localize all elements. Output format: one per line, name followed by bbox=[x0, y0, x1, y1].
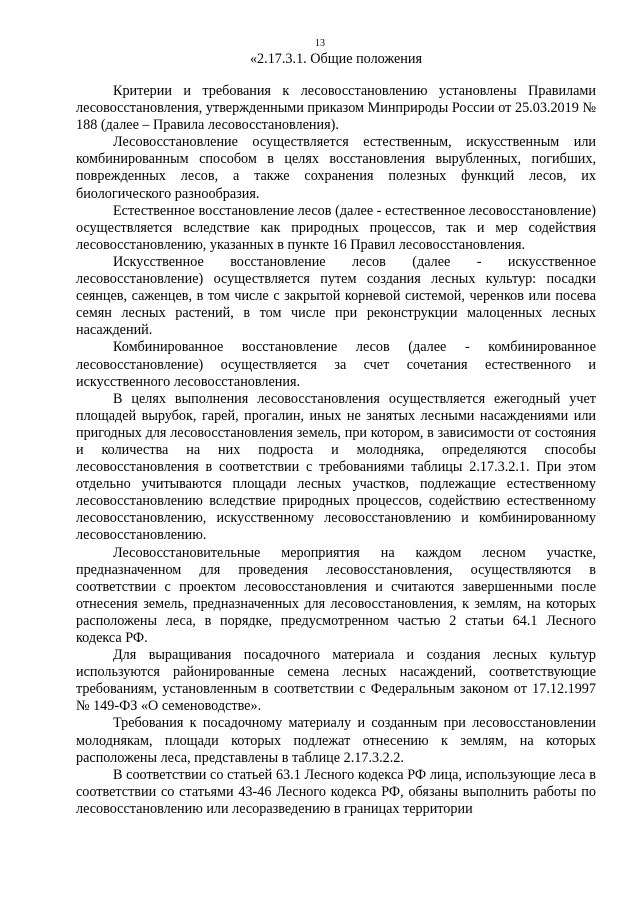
page-number: 13 bbox=[315, 38, 325, 49]
paragraph: Лесовосстановление осуществляется естественным, искусственным или комбинированным способом в целях восстановления вырубленных, погибших, поврежденных лесов, а также сохранения полезных функций лесов, их биологического разнообразия. bbox=[76, 134, 596, 202]
section-title: «2.17.3.1. Общие положения bbox=[249, 51, 423, 67]
paragraph: Для выращивания посадочного материала и создания лесных культур используются районированные семена лесных насаждений, соответствующие требованиям, установленным в соответствии с Федеральным законом от 17.12.1997 № 149-ФЗ «О семеноводстве». bbox=[76, 647, 596, 715]
paragraph: В соответствии со статьей 63.1 Лесного кодекса РФ лица, использующие леса в соответствии со статьями 43-46 Лесного кодекса РФ, обязаны выполнить работы по лесовосстановлению или лесоразведению в границах территории bbox=[76, 766, 596, 817]
paragraph: Требования к посадочному материалу и созданным при лесовосстановлении молоднякам, площади которых подлежат отнесению к землям, на которых расположены леса, представлены в таблице 2.17.3.2.2. bbox=[76, 715, 596, 766]
paragraph: Естественное восстановление лесов (далее - естественное лесовосстановление) осуществляется вследствие как природных процессов, так и мер содействия лесовосстановлению, указанных в пункте 16 Правил лесовосстановления. bbox=[76, 202, 596, 253]
paragraph: Лесовосстановительные мероприятия на каждом лесном участке, предназначенном для проведения лесовосстановления, осуществляются в соответствии с проектом лесовосстановления и считаются завершенными после отнесения земель, предназначенных для лесовосстановления, к землям, на которых расположены леса, в порядке, предусмотренном частью 2 статьи 64.1 Лесного кодекса РФ. bbox=[76, 544, 596, 646]
paragraph: Критерии и требования к лесовосстановлению установлены Правилами лесовосстановления, утвержденными приказом Минприроды России от 25.03.2019 № 188 (далее – Правила лесовосстановления). bbox=[76, 83, 596, 134]
paragraph: Комбинированное восстановление лесов (далее - комбинированное лесовосстановление) осуществляется за счет сочетания естественного и искусственного лесовосстановления. bbox=[76, 339, 596, 390]
paragraph: В целях выполнения лесовосстановления осуществляется ежегодный учет площадей вырубок, гарей, прогалин, иных не занятых лесными насаждениями или пригодных для лесовосстановления земель, при котором, в зависимости от состояния и количества на них подроста и молодняка, определяются способы лесовосстановления в соответствии с требованиями таблицы 2.17.3.2.1. При этом отдельно учитываются площади лесных участков, подлежащие естественному лесовосстановлению вследствие природных процессов, содействию естественному лесовосстановлению, искусственному лесовосстановлению и комбинированному лесовосстановлению. bbox=[76, 390, 596, 544]
paragraph: Искусственное восстановление лесов (далее - искусственное лесовосстановление) осуществляется путем создания лесных культур: посадки сеянцев, саженцев, в том числе с закрытой корневой системой, черенков или посева семян лесных растений, в том числе при реконструкции малоценных лесных насаждений. bbox=[76, 253, 596, 339]
body-text bbox=[76, 83, 596, 818]
